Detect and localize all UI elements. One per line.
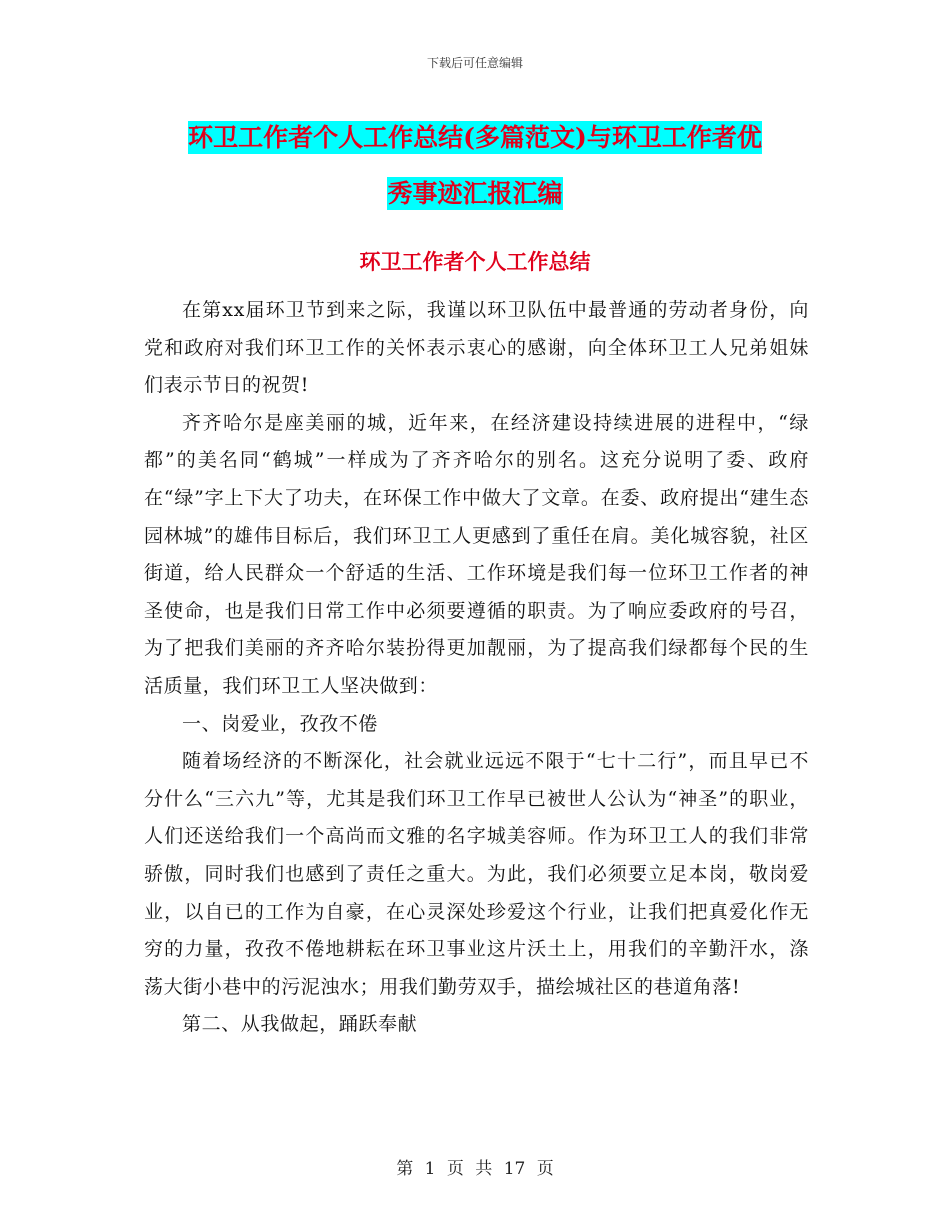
page-number: 第 1 页 共 17 页 <box>396 1159 554 1179</box>
title-line-2 <box>0 166 950 222</box>
paragraph: 齐齐哈尔是座美丽的城，近年来，在经济建设持续进展的进程中，“绿都”的美名同“鹤城”一样成为了齐齐哈尔的别名。这充分说明了委、政府在“绿”字上下大了功夫，在环保工作中做大了文章。在委、政府提出“建生态园林城”的雄伟目标后，我们环卫工人更感到了重任在肩。美化城容貌，社区街道，给人民群众一个舒适的生活、工作环境是我们每一位环卫工作者的神圣使命，也是我们日常工作中必须要遵循的职责。为了响应委政府的号召，为了把我们美丽的齐齐哈尔装扮得更加靓丽，为了提高我们绿都每个民的生活质量，我们环卫工人坚决做到： <box>144 411 809 697</box>
download-note: 下载后可任意编辑 <box>426 56 523 70</box>
paragraph-heading: 第二、从我做起，踊跃奉献 <box>182 1013 418 1036</box>
document-title <box>0 110 950 222</box>
title-line-1 <box>0 110 950 166</box>
title-line-1-text: 环卫工作者个人工作总结(多篇范文)与环卫工作者优 <box>188 123 762 152</box>
body-text <box>144 292 809 1044</box>
paragraph: 在第xx届环卫节到来之际，我谨以环卫队伍中最普通的劳动者身份，向党和政府对我们环卫工作的关怀表示衷心的感谢，向全体环卫工人兄弟姐妹们表示节日的祝贺! <box>144 299 809 397</box>
title-line-2-text: 秀事迹汇报汇编 <box>387 179 563 208</box>
paragraph-heading: 一、岗爱业，孜孜不倦 <box>182 712 379 735</box>
section-title: 环卫工作者个人工作总结 <box>359 249 591 274</box>
paragraph: 随着场经济的不断深化，社会就业远远不限于“七十二行”，而且早已不分什么“三六九”等，尤其是我们环卫工作早已被世人公认为“神圣”的职业，人们还送给我们一个高尚而文雅的名字城美容师。作为环卫工人的我们非常骄傲，同时我们也感到了责任之重大。为此，我们必须要立足本岗，敬岗爱业，以自已的工作为自豪，在心灵深处珍爱这个行业，让我们把真爱化作无穷的力量，孜孜不倦地耕耘在环卫事业这片沃土上，用我们的辛勤汗水，涤荡大街小巷中的污泥浊水；用我们勤劳双手，描绘城社区的巷道角落! <box>144 750 809 998</box>
